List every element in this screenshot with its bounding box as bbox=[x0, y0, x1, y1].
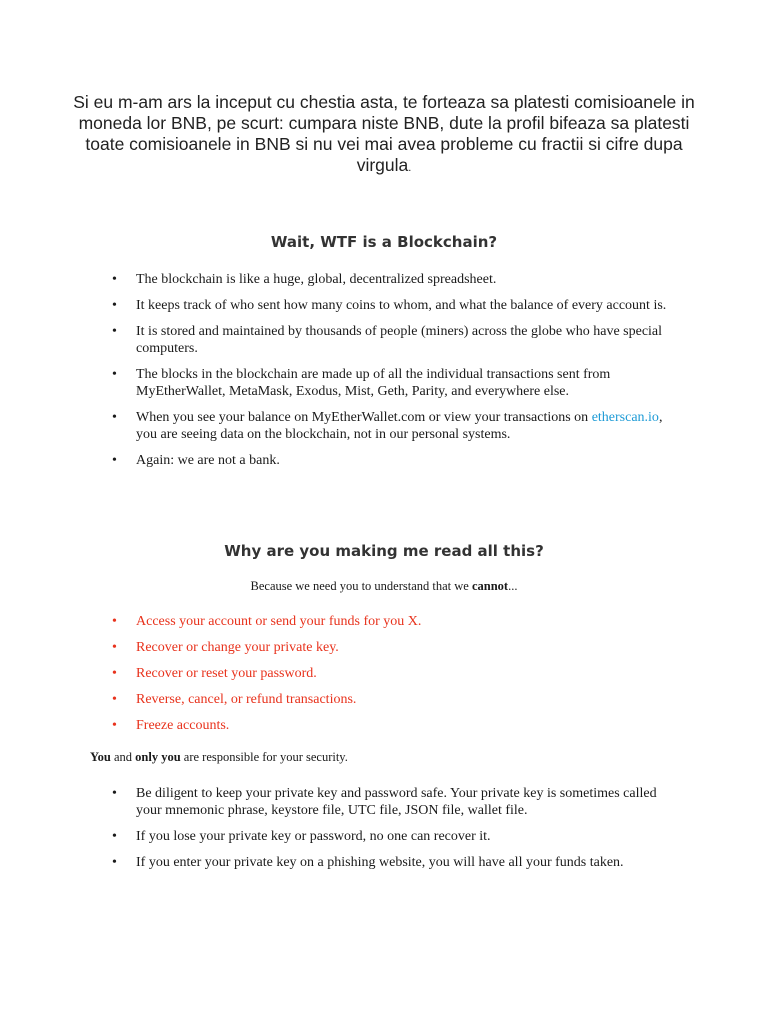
because-bold: cannot bbox=[471, 579, 509, 593]
because-line bbox=[0, 579, 768, 594]
list-item: • It keeps track of who sent how many coins to whom, and what the balance of every account is. bbox=[112, 297, 672, 314]
list-item: • The blocks in the blockchain are made up of all the individual transactions sent from MyEtherWallet, MetaMask, Exodus, Mist, Geth, Parity, and everywhere else. bbox=[112, 366, 672, 400]
list-item bbox=[112, 409, 672, 443]
you-bold: You bbox=[90, 750, 111, 764]
list-item: • Access your account or send your funds for you X. bbox=[112, 613, 672, 630]
list-item: • If you enter your private key on a phishing website, you will have all your funds taken. bbox=[112, 854, 684, 871]
intro-paragraph bbox=[60, 92, 708, 179]
security-list bbox=[112, 785, 684, 880]
item-text-after-link: , you are seeing data on the blockchain, not in our personal systems. bbox=[136, 410, 663, 442]
and-text: and bbox=[110, 750, 136, 764]
list-item: • Freeze accounts. bbox=[112, 717, 672, 734]
cannot-list bbox=[112, 613, 672, 743]
list-item: • Again: we are not a bank. bbox=[112, 452, 672, 469]
intro-end-period: . bbox=[408, 162, 412, 174]
responsibility-line bbox=[90, 750, 348, 765]
responsible-rest: are responsible for your security. bbox=[180, 750, 348, 764]
blockchain-list bbox=[112, 271, 672, 478]
list-item: • Be diligent to keep your private key and password safe. Your private key is sometimes called your mnemonic phrase, keystore file, UTC file, JSON file, wallet file. bbox=[112, 785, 684, 819]
only-you-bold: only you bbox=[135, 750, 181, 764]
intro-text: Si eu m-am ars la inceput cu chestia asta, te forteaza sa platesti comisioanele in moneda lor BNB, pe scurt: cumpara niste BNB, dute la profil bifeaza sa platesti toate comisioanele in BNB si nu vei mai avea probleme cu fractii si cifre dupa virgula bbox=[73, 92, 695, 175]
etherscan-link[interactable]: etherscan.io bbox=[591, 410, 659, 425]
because-ellipsis: ... bbox=[508, 579, 518, 593]
item-text-before-link: When you see your balance on MyEtherWallet.com or view your transactions on bbox=[136, 410, 592, 425]
list-item: • The blockchain is like a huge, global, decentralized spreadsheet. bbox=[112, 271, 672, 288]
list-item: • Recover or reset your password. bbox=[112, 665, 672, 682]
list-item: • If you lose your private key or password, no one can recover it. bbox=[112, 828, 684, 845]
list-item: • It is stored and maintained by thousands of people (miners) across the globe who have special computers. bbox=[112, 323, 672, 357]
because-text: Because we need you to understand that we bbox=[250, 579, 472, 593]
list-item: • Reverse, cancel, or refund transactions. bbox=[112, 691, 672, 708]
why-heading: Why are you making me read all this? bbox=[224, 542, 544, 560]
list-item: • Recover or change your private key. bbox=[112, 639, 672, 656]
blockchain-heading: Wait, WTF is a Blockchain? bbox=[270, 233, 498, 251]
